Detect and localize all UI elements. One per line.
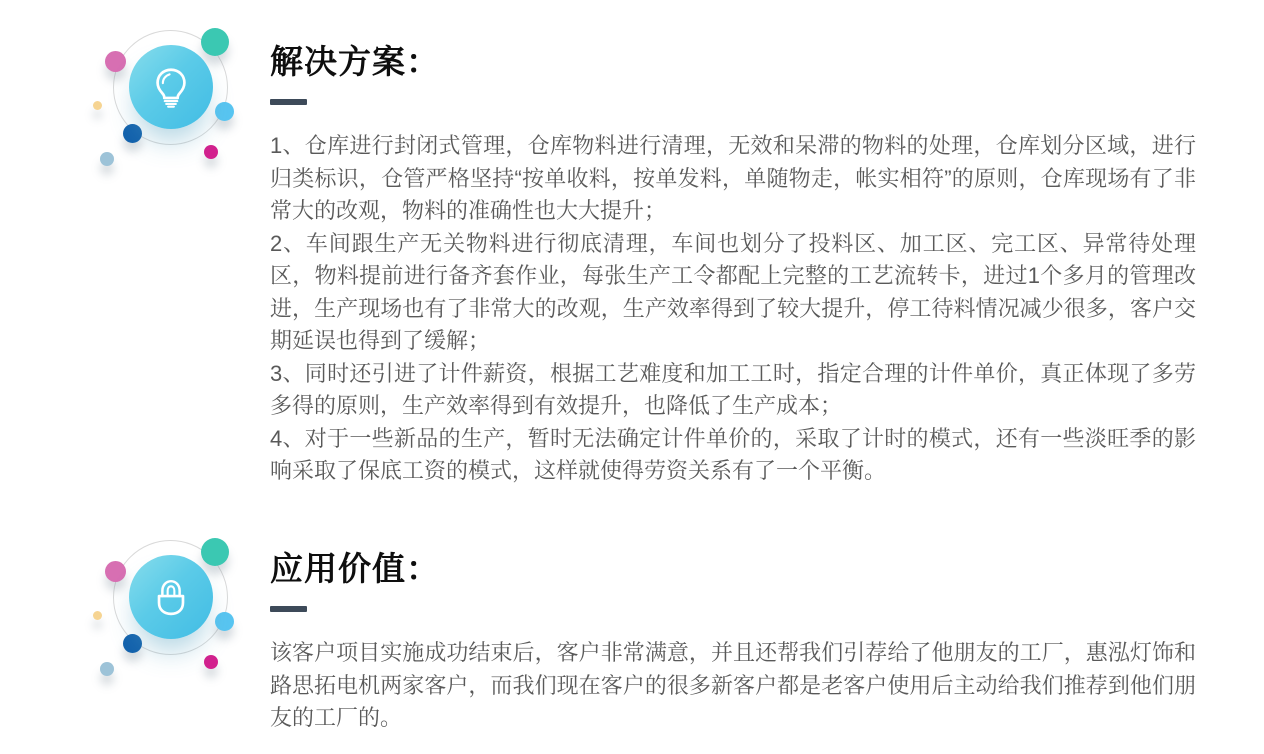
lock-icon (148, 574, 194, 620)
dot-magenta (204, 655, 218, 669)
dot-skyblue (215, 102, 234, 121)
dot-pink (105, 51, 126, 72)
dot-teal (201, 538, 229, 566)
solution-title: 解决方案： (270, 43, 440, 80)
dot-magenta (204, 145, 218, 159)
solution-paragraphs (270, 130, 1196, 488)
solution-paragraph-4: 4、对于一些新品的生产，暂时无法确定计件单价的，采取了计时的模式，还有一些淡旺季的影响采取了保底工资的模式，这样就使得劳资关系有了一个平衡。 (270, 425, 1196, 483)
solution-paragraph-1: 1、仓库进行封闭式管理，仓库物料进行清理，无效和呆滞的物料的处理，仓库划分区域，进行归类标识，仓管严格坚持“按单收料，按单发料，单随物走，帐实相符”的原则，仓库现场有了非常大的改观，物料的准确性也大大提升； (270, 133, 1196, 223)
dot-steelblue (100, 662, 114, 676)
dot-darkblue (123, 124, 142, 143)
solution-badge (129, 45, 213, 129)
dot-yellow (93, 611, 102, 620)
dot-skyblue (215, 612, 234, 631)
dot-pink (105, 561, 126, 582)
value-paragraphs (270, 637, 1196, 735)
solution-icon-cluster (85, 20, 250, 185)
dot-darkblue (123, 634, 142, 653)
value-icon-cluster (85, 530, 250, 695)
value-section (270, 549, 1196, 735)
title-underline (270, 606, 307, 612)
dot-steelblue (100, 152, 114, 166)
value-paragraph-1: 该客户项目实施成功结束后，客户非常满意，并且还帮我们引荐给了他朋友的工厂，惠泓灯饰和路思拓电机两家客户，而我们现在客户的很多新客户都是老客户使用后主动给我们推荐到他们朋友的工厂的。 (270, 640, 1196, 730)
solution-paragraph-3: 3、同时还引进了计件薪资，根据工艺难度和加工工时，指定合理的计件单价，真正体现了多劳多得的原则，生产效率得到有效提升，也降低了生产成本； (270, 360, 1196, 418)
value-badge (129, 555, 213, 639)
solution-paragraph-2: 2、车间跟生产无关物料进行彻底清理，车间也划分了投料区、加工区、完工区、异常待处理区，物料提前进行备齐套作业，每张生产工令都配上完整的工艺流转卡，进过1个多月的管理改进，生产现场也有了非常大的改观，生产效率得到了较大提升，停工待料情况减少很多，客户交期延误也得到了缓解； (270, 230, 1196, 353)
dot-teal (201, 28, 229, 56)
dot-yellow (93, 101, 102, 110)
value-title: 应用价值： (270, 550, 440, 587)
solution-section (270, 42, 1196, 488)
title-underline (270, 99, 307, 105)
lightbulb-icon (148, 64, 194, 110)
